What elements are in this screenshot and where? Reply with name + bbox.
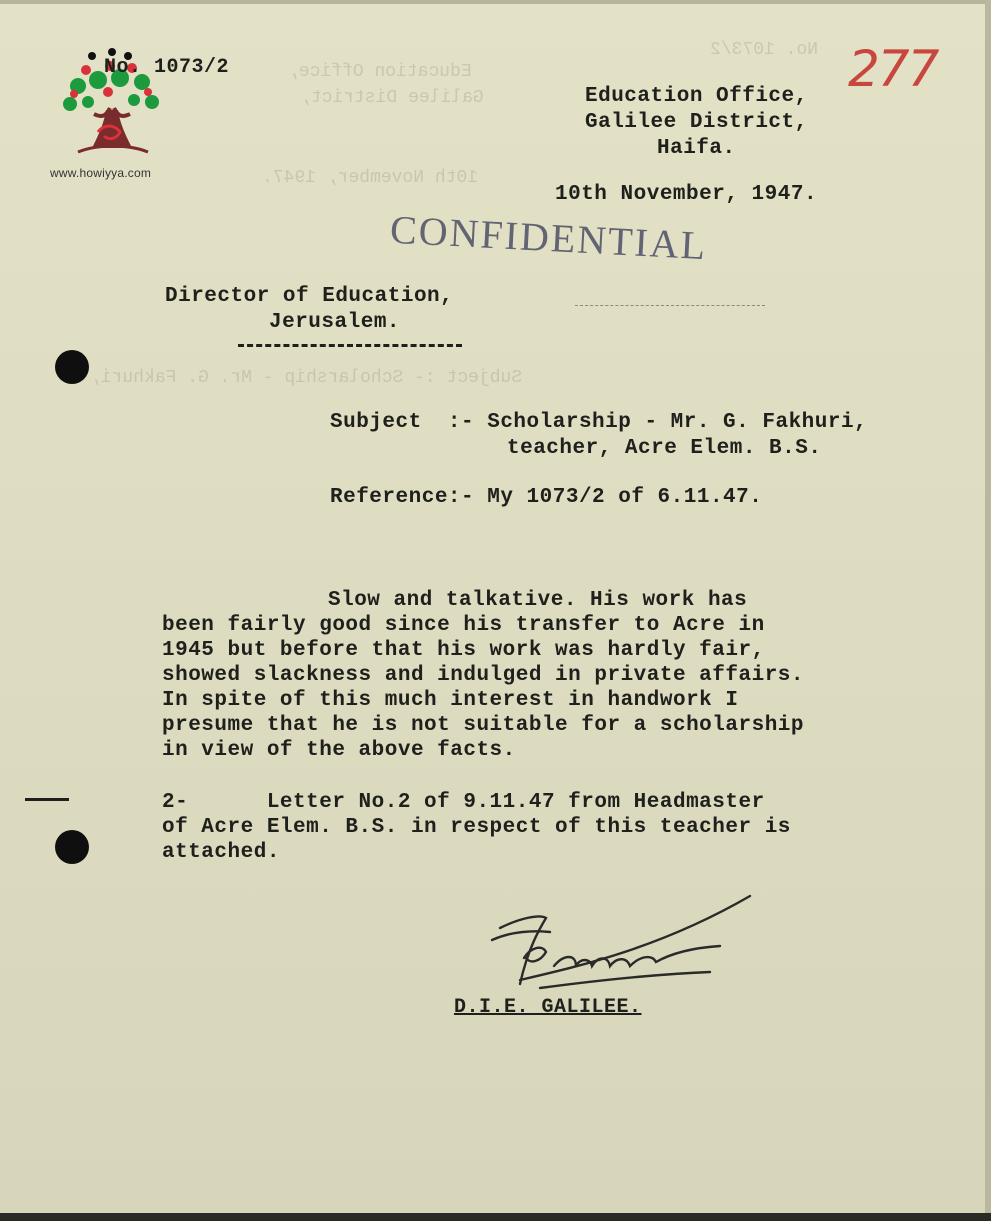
body-line: attached. <box>162 841 280 864</box>
body-line: been fairly good since his transfer to Acre in <box>162 614 765 637</box>
addressee-underline <box>238 344 462 347</box>
logo-website: www.howiyya.com <box>50 166 152 180</box>
show-through-text: Subject :- Scholarship - Mr. G. Fakhuri, <box>90 368 523 388</box>
subject-block <box>330 410 867 462</box>
subject-line: teacher, Acre Elem. B.S. <box>507 437 822 460</box>
body-line: showed slackness and indulged in private affairs. <box>162 664 805 687</box>
body-line: in view of the above facts. <box>162 739 516 762</box>
subject-line: Subject :- Scholarship - Mr. G. Fakhuri, <box>330 411 868 434</box>
addressee-line: Director of Education, <box>165 285 454 308</box>
body-line: 2- Letter No.2 of 9.11.47 from Headmaster <box>162 791 765 814</box>
faint-rule <box>575 305 765 306</box>
handwritten-folio-number: 277 <box>848 40 938 98</box>
body-line: Slow and talkative. His work has <box>328 589 748 612</box>
body-line: presume that he is not suitable for a scholarship <box>162 714 805 737</box>
second-paragraph <box>162 790 791 865</box>
address-line: Galilee District, <box>585 111 808 134</box>
reference-number: No. 1073/2 <box>104 56 230 79</box>
address-line: Education Office, <box>585 85 808 108</box>
address-line: Haifa. <box>657 137 736 160</box>
punch-hole <box>55 830 89 864</box>
punch-hole <box>55 350 89 384</box>
page-right-edge <box>985 0 991 1221</box>
addressee <box>165 284 453 336</box>
scan-bottom-edge <box>0 1213 991 1221</box>
handwritten-signature <box>480 888 770 998</box>
signatory-title: D.I.E. GALILEE. <box>454 996 642 1019</box>
body-line: In spite of this much interest in handwork I <box>162 689 739 712</box>
page-top-edge <box>0 0 991 4</box>
body-line: 1945 but before that his work was hardly fair, <box>162 639 765 662</box>
addressee-line: Jerusalem. <box>269 311 401 334</box>
margin-mark <box>25 798 69 801</box>
body-line: of Acre Elem. B.S. in respect of this teacher is <box>162 816 791 839</box>
show-through-text: Education Office, <box>288 62 472 82</box>
show-through-text: Galilee District, <box>300 88 484 108</box>
body-paragraph <box>162 588 804 763</box>
confidential-stamp: CONFIDENTIAL <box>389 206 709 269</box>
letter-date: 10th November, 1947. <box>555 183 818 206</box>
reference-line: Reference:- My 1073/2 of 6.11.47. <box>330 486 763 509</box>
show-through-text: 10th November, 1947. <box>262 168 479 188</box>
show-through-text: No. 1073/2 <box>710 40 819 60</box>
sender-address <box>585 84 808 162</box>
